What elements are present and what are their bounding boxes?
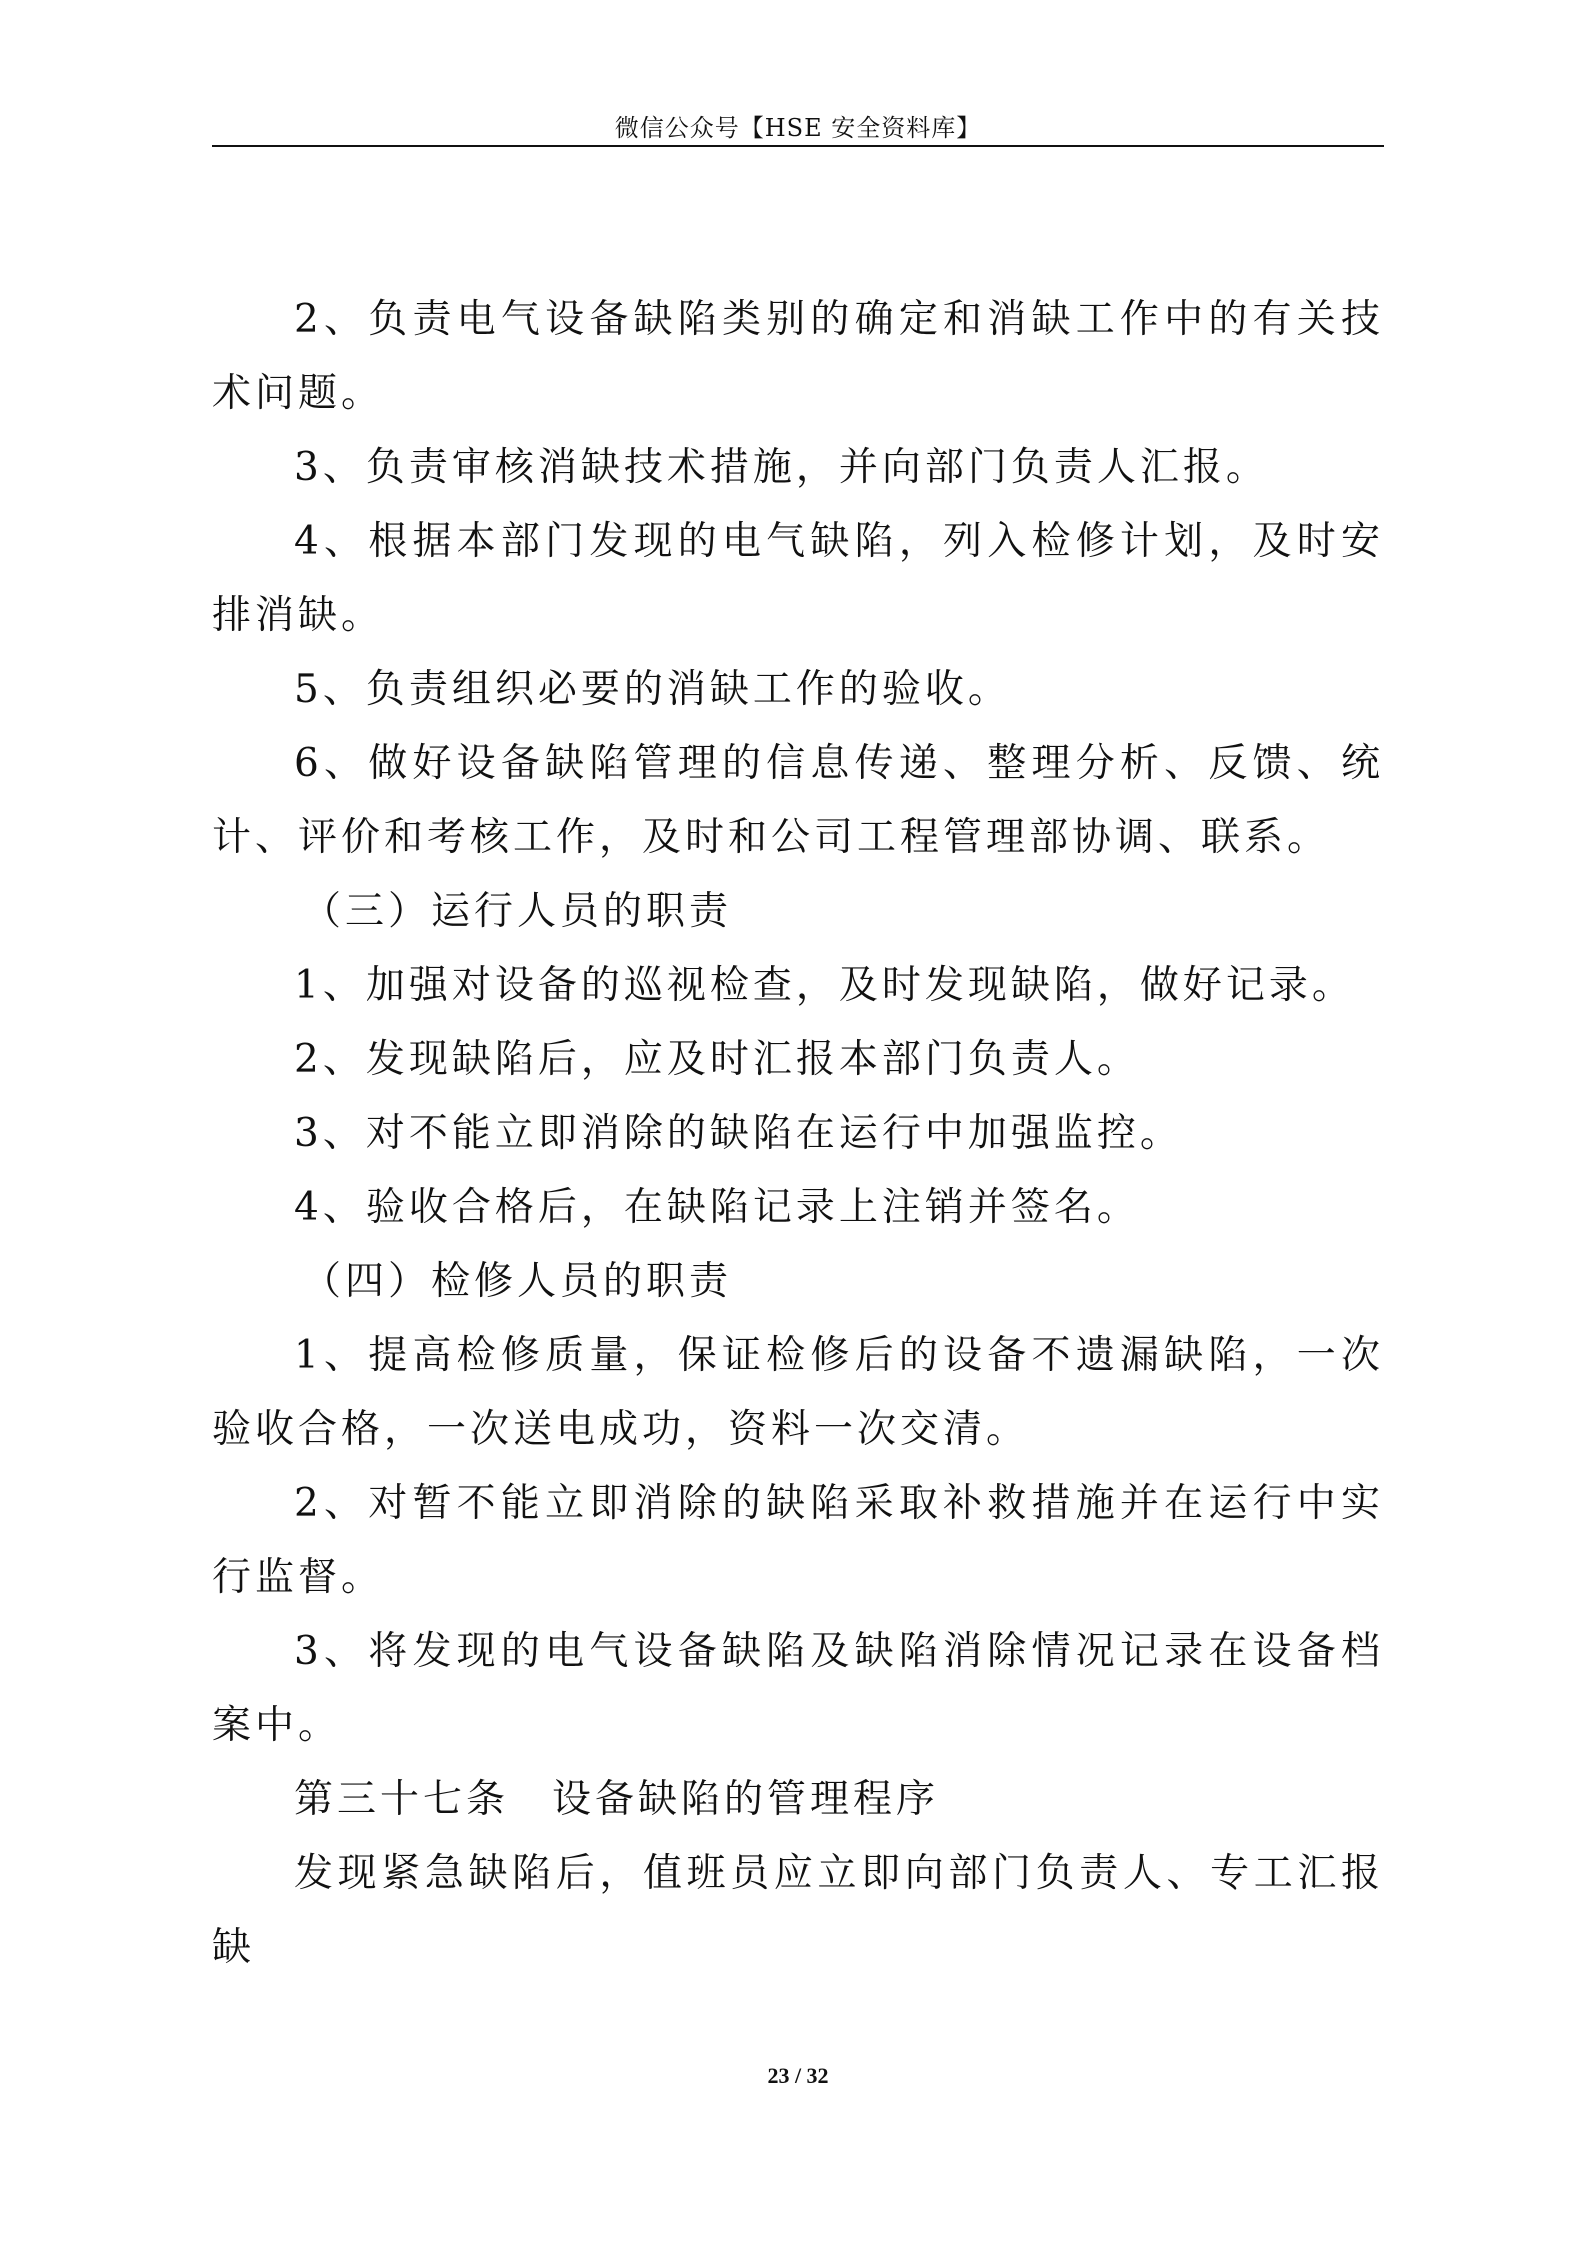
paragraph: 3、负责审核消缺技术措施，并向部门负责人汇报。: [294, 445, 1269, 490]
paragraph: 3、将发现的电气设备缺陷及缺陷消除情况记录在设备档案中。: [212, 1629, 1384, 1748]
page-number: 23 / 32: [767, 2063, 829, 2088]
page-header: 微信公众号【HSE 安全资料库】: [614, 114, 982, 142]
section-heading: （三）运行人员的职责: [302, 889, 733, 934]
paragraph: 5、负责组织必要的消缺工作的验收。: [294, 667, 1011, 712]
paragraph: 2、负责电气设备缺陷类别的确定和消缺工作中的有关技术问题。: [212, 297, 1384, 416]
article-heading: 第三十七条 设备缺陷的管理程序: [294, 1777, 940, 1822]
paragraph: 2、对暂不能立即消除的缺陷采取补救措施并在运行中实行监督。: [212, 1481, 1384, 1600]
paragraph: 1、加强对设备的巡视检查，及时发现缺陷，做好记录。: [294, 963, 1355, 1008]
document-body: [212, 283, 1384, 1985]
paragraph: 3、对不能立即消除的缺陷在运行中加强监控。: [294, 1111, 1183, 1156]
paragraph: 4、根据本部门发现的电气缺陷，列入检修计划，及时安排消缺。: [212, 519, 1384, 638]
paragraph: 发现紧急缺陷后，值班员应立即向部门负责人、专工汇报缺: [212, 1851, 1384, 1970]
paragraph: 4、验收合格后，在缺陷记录上注销并签名。: [294, 1185, 1140, 1230]
header-divider: [212, 145, 1384, 147]
paragraph: 6、做好设备缺陷管理的信息传递、整理分析、反馈、统计、评价和考核工作，及时和公司工程管理部协调、联系。: [212, 741, 1384, 860]
section-heading: （四）检修人员的职责: [302, 1259, 733, 1304]
paragraph: 1、提高检修质量，保证检修后的设备不遗漏缺陷，一次验收合格，一次送电成功，资料一次交清。: [212, 1333, 1384, 1452]
paragraph: 2、发现缺陷后，应及时汇报本部门负责人。: [294, 1037, 1140, 1082]
